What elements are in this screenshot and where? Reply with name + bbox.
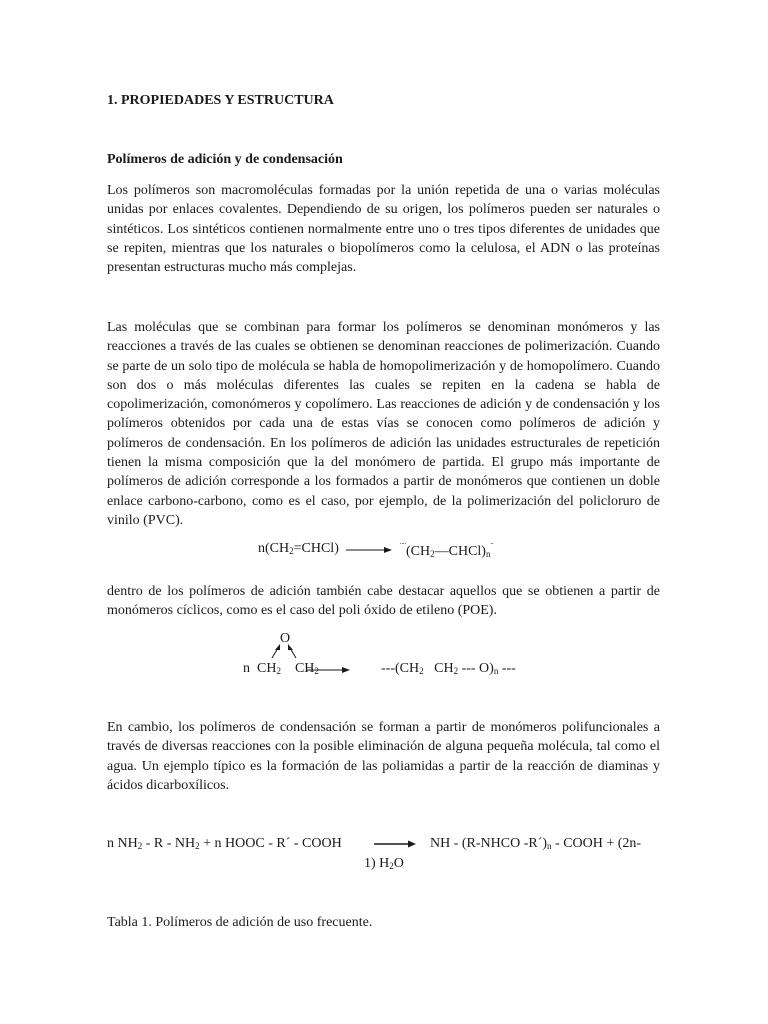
paragraph-text: Los polímeros son macromoléculas formadas por la unión repetida de una o varias moléculas unidas por enlaces covalentes. Dependiendo de su origen, los polímeros pueden ser naturales o sintéticos. Los sintéticos contienen normalmente entre uno o tres tipos diferentes de unidades que se repiten, mientras que los naturales o biopolímeros como la celulosa, el ADN o las proteínas presentan estructuras mucho más complejas.: [107, 183, 660, 276]
paragraph-cyclic: [107, 582, 660, 621]
paragraph-text: En cambio, los polímeros de condensación se forman a partir de monómeros polifuncionales a través de diversas reacciones con la posible eliminación de alguna pequeña molécula, tal como el agua. Un ejemplo típico es la formación de las poliamidas a partir de la reacción de diaminas y ácidos dicarboxílicos.: [107, 720, 660, 793]
reaction-arrow-icon: [374, 838, 418, 850]
pvc-formula-product: $^{¨¨}(CH_2—CHCl)_n^¨$: [400, 541, 494, 559]
section-subtitle: Polímeros de adición y de condensación: [107, 152, 343, 167]
polyamide-reactants: n $NH_2 - R - NH_2 + n$ HOOC - R´ - COOH: [107, 836, 342, 851]
pvc-formula-reactant: $n(CH_2=CHCl)$: [258, 541, 339, 556]
paragraph-intro: [107, 181, 660, 277]
table-caption: Tabla 1. Polímeros de adición de uso frecuente.: [107, 915, 373, 930]
paragraph-text: Las moléculas que se combinan para formar los polímeros se denominan monómeros y las reacciones a través de las cuales se obtienen se denominan reacciones de polimerización. Cuando se parte de un solo tipo de molécula se habla de homopolimerización y de homopolímero. Cuando son dos o más moléculas diferentes las cuales se repiten en la cadena se habla de copolimerización, comonómeros y copolímero. Las reacciones de adición y de condensación y los polímeros obtenidos por cada una de estas vías se conocen como polímeros de adición y polímeros de condensación. En los polímeros de adición las unidades estructurales de repetición tienen la misma composición que la del monómero de partida. El grupo más importante de polímeros de adición corresponde a los formados a partir de monómeros que contienen un doble enlace carbono-carbono, como es el caso, por ejemplo, de la polimerización del policloruro de vinilo (PVC).: [107, 320, 660, 528]
polyamide-products: NH - (R-NHCO $-R´)_n$ - COOH + (2n-: [430, 836, 642, 851]
polyamide-water: 1) $H_2O$: [364, 856, 404, 871]
paragraph-condensation: [107, 718, 660, 795]
reaction-arrow-icon: [306, 664, 352, 676]
section-title: 1. PROPIEDADES Y ESTRUCTURA: [107, 93, 334, 108]
paragraph-text: dentro de los polímeros de adición también cabe destacar aquellos que se obtienen a partir de monómeros cíclicos, como es el caso del poli óxido de etileno (POE).: [107, 584, 660, 619]
epoxide-bond-icon: [266, 642, 306, 662]
reaction-arrow-icon: [346, 544, 394, 556]
poe-oxygen: O: [280, 631, 291, 646]
poe-reactant: n $CH_2$ $CH_2$: [243, 661, 319, 676]
paragraph-monomers: [107, 318, 660, 530]
poe-product: $---(CH_2$ $CH_2$ --- $O)_n$ ---: [381, 661, 516, 676]
